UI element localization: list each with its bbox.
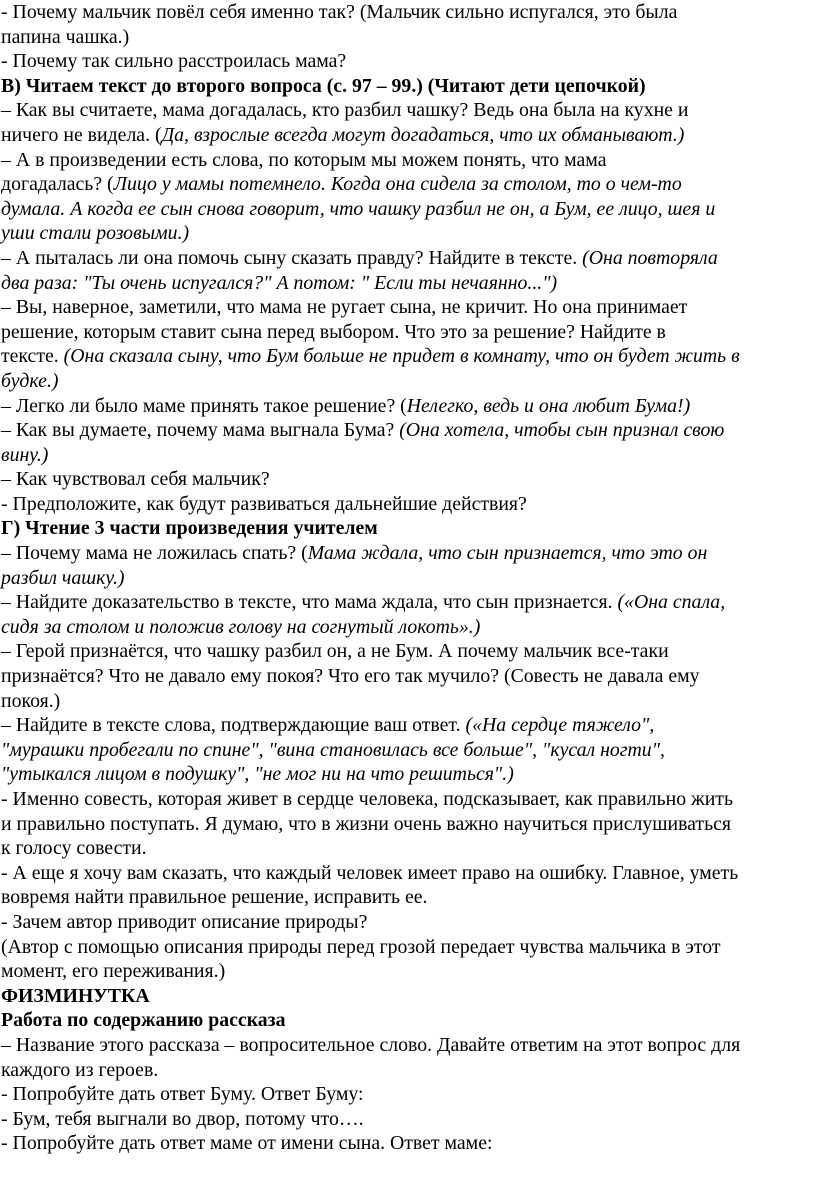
text-line [1, 320, 816, 345]
body-text: решение, которым ставит сына перед выбором. Что это за решение? Найдите в [1, 320, 666, 343]
heading-text: ФИЗМИНУТКА [1, 984, 150, 1007]
text-line [1, 959, 816, 984]
text-line [1, 197, 816, 222]
body-text: - Зачем автор приводит описание природы? [1, 910, 368, 933]
body-text: - Именно совесть, которая живет в сердце человека, подсказывает, как правильно жить [1, 788, 733, 810]
text-line [1, 541, 816, 566]
answer-text: Нелегко, ведь и она любит Бума!) [406, 394, 691, 417]
text-line [1, 590, 816, 615]
body-text: – Герой признаётся, что чашку разбил он, а не Бум. А почему мальчик все-таки [1, 640, 669, 663]
body-text: – Найдите доказательство в тексте, что мама ждала, что сын признается. [1, 591, 618, 614]
body-text: догадалась? ( [1, 173, 114, 196]
text-line [1, 1033, 816, 1058]
answer-text: (Она хотела, чтобы сын признал свою [399, 419, 725, 442]
text-line [1, 1058, 816, 1083]
text-line [1, 738, 816, 763]
text-line [1, 1131, 816, 1156]
body-text: каждого из героев. [1, 1058, 159, 1081]
heading-text: В) Читаем текст до второго вопроса (с. 97 – 99.) (Читают дети цепочкой) [1, 74, 646, 97]
body-text: - Попробуйте дать ответ маме от имени сына. Ответ маме: [1, 1132, 493, 1155]
answer-text: "мурашки пробегали по спине", "вина становилась все больше", "кусал ногти", [1, 738, 665, 761]
text-line [1, 762, 816, 787]
text-line [1, 271, 816, 296]
answer-text: разбил чашку.) [1, 566, 125, 589]
body-text: покоя.) [1, 689, 61, 712]
text-line [1, 664, 816, 689]
body-text: тексте. [1, 345, 64, 368]
body-text: - Почему мальчик повёл себя именно так? (Мальчик сильно испугался, это была [1, 1, 678, 23]
answer-text: Да, взрослые всегда могут догадаться, что их обманывают.) [161, 123, 685, 146]
body-text: (Автор с помощью описания природы перед грозой передает чувства мальчика в этот [1, 935, 721, 958]
answer-text: (Она сказала сыну, что Бум больше не придет в комнату, что он будет жить в [63, 345, 740, 368]
text-line [1, 98, 816, 123]
text-line [1, 172, 816, 197]
body-text: – Вы, наверное, заметили, что мама не ругает сына, не кричит. Но она принимает [1, 296, 688, 319]
answer-text: вину.) [1, 443, 49, 466]
body-text: - Бум, тебя выгнали во двор, потому что…. [1, 1107, 364, 1130]
body-text: ничего не видела. ( [1, 123, 162, 146]
text-line [1, 1107, 816, 1132]
body-text: к голосу совести. [1, 837, 147, 860]
text-line [1, 418, 816, 443]
text-line [1, 689, 816, 714]
body-text: – Название этого рассказа – вопросительное слово. Давайте ответим на этот вопрос для [1, 1033, 741, 1056]
text-line [1, 246, 816, 271]
answer-text: "утыкался лицом в подушку", "не мог ни на что решиться".) [1, 763, 514, 786]
answer-text: Мама ждала, что сын признается, что это он [307, 542, 708, 565]
body-text: - Почему так сильно расстроилась мама? [1, 50, 347, 73]
text-line [1, 49, 816, 74]
body-text: - А еще я хочу вам сказать, что каждый человек имеет право на ошибку. Главное, уметь [1, 861, 739, 884]
answer-text: будке.) [1, 369, 59, 392]
text-line [1, 394, 816, 419]
answer-text: Лицо у мамы потемнело. Когда она сидела за столом, то о чем-то [113, 173, 682, 196]
body-text: – Найдите в тексте слова, подтверждающие ваш ответ. [1, 714, 466, 737]
text-line [1, 615, 816, 640]
answer-text: («На сердце тяжело", [465, 714, 655, 737]
text-line [1, 369, 816, 394]
body-text: – Как вы думаете, почему мама выгнала Бума? [1, 419, 400, 442]
heading-text: Работа по содержанию рассказа [1, 1009, 286, 1032]
body-text: – А пыталась ли она помочь сыну сказать правду? Найдите в тексте. [1, 246, 578, 269]
body-text: - Попробуйте дать ответ Буму. Ответ Буму: [1, 1083, 364, 1106]
text-line [1, 787, 816, 812]
text-line [1, 123, 816, 148]
text-line [1, 344, 816, 369]
body-text: – Почему мама не ложилась спать? ( [1, 542, 308, 565]
text-line [1, 566, 816, 591]
body-text: – Как вы считаете, мама догадалась, кто разбил чашку? Ведь она была на кухне и [1, 99, 689, 122]
text-line [1, 148, 816, 173]
text-line [1, 885, 816, 910]
body-text: и правильно поступать. Я думаю, что в жизни очень важно научиться прислушиваться [1, 812, 731, 835]
text-line [1, 910, 816, 935]
body-text: папина чашка.) [1, 25, 130, 48]
body-text: – Легко ли было маме принять такое решение? ( [1, 394, 407, 417]
heading-text: Г) Чтение 3 части произведения учителем [1, 517, 378, 540]
text-line [1, 861, 816, 886]
text-line [1, 639, 816, 664]
text-line [1, 443, 816, 468]
text-line [1, 812, 816, 837]
answer-text: сидя за столом и положив голову на согнутый локоть».) [1, 615, 481, 638]
answer-text: («Она спала, [617, 591, 726, 614]
answer-text: уши стали розовыми.) [1, 222, 190, 245]
text-line [1, 713, 816, 738]
text-line [1, 74, 816, 99]
body-text: вовремя найти правильное решение, исправить ее. [1, 886, 428, 909]
text-line [1, 295, 816, 320]
text-line [1, 1082, 816, 1107]
text-line [1, 0, 816, 25]
text-line [1, 221, 816, 246]
body-text: момент, его переживания.) [1, 960, 226, 983]
answer-text: два раза: "Ты очень испугался?" А потом: " Если ты нечаянно...") [1, 271, 558, 294]
text-line [1, 1008, 816, 1033]
answer-text: думала. А когда ее сын снова говорит, что чашку разбил не он, а Бум, ее лицо, шея и [1, 197, 716, 220]
text-line [1, 935, 816, 960]
answer-text: (Она повторяла [577, 246, 718, 269]
text-line [1, 984, 816, 1009]
body-text: – Как чувствовал себя мальчик? [1, 468, 270, 491]
text-line [1, 836, 816, 861]
text-line [1, 467, 816, 492]
body-text: – А в произведении есть слова, по которым мы можем понять, что мама [1, 148, 607, 171]
text-line [1, 516, 816, 541]
text-line [1, 492, 816, 517]
body-text: - Предположите, как будут развиваться дальнейшие действия? [1, 492, 527, 515]
body-text: признаётся? Что не давало ему покоя? Что его так мучило? (Совесть не давала ему [1, 665, 700, 688]
text-line [1, 25, 816, 50]
